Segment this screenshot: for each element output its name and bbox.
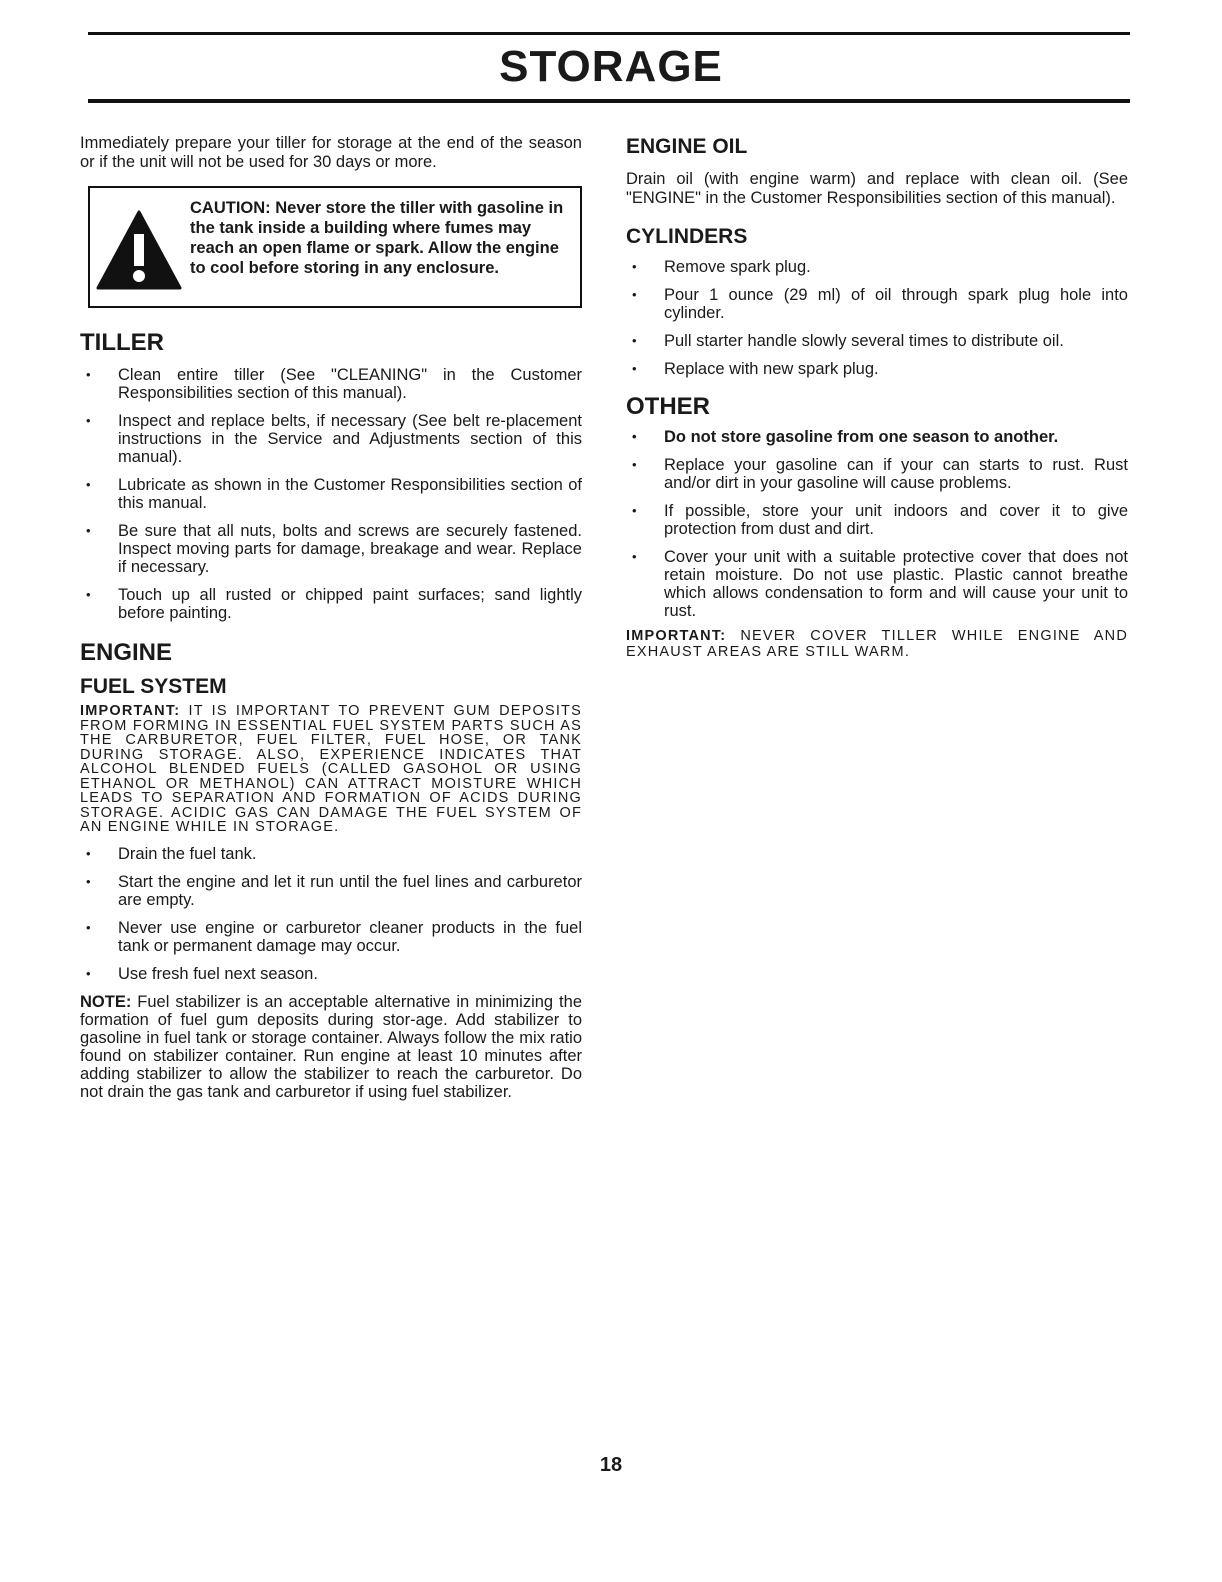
list-item: • Lubricate as shown in the Customer Responsibilities section of this manual.: [80, 476, 582, 512]
engine-oil-heading: ENGINE OIL: [626, 135, 748, 158]
header-rule-bottom: [88, 99, 1130, 103]
tiller-list: [80, 366, 582, 622]
list-item: • Pour 1 ounce (29 ml) of oil through spark plug hole into cylinder.: [626, 286, 1128, 322]
fuel-system-heading: FUEL SYSTEM: [80, 675, 227, 698]
fuel-system-list: [80, 845, 582, 983]
cylinders-list: [626, 258, 1128, 378]
caution-text: CAUTION: Never store the tiller with gasoline in the tank inside a building where fumes may reach an open flame or spark. Allow the engine to cool before storing in any enclosure.: [190, 199, 564, 277]
list-item: • If possible, store your unit indoors and cover it to give protection from dust and dirt.: [626, 502, 1128, 538]
important-text: IT IS IMPORTANT TO PREVENT GUM DEPOSITS FROM FORMING IN ESSENTIAL FUEL SYSTEM PARTS SUCH AS THE CARBURETOR, FUEL FILTER, FUEL HOSE, OR TANK DURING STORAGE. ALSO, EXPERIENCE INDICATES THAT ALCOHOL BLENDED FUELS (CALLED GASOHOL OR USING ETHANOL OR METHANOL) CAN ATTRACT MOISTURE WHICH LEADS TO SEPARATION AND FORMATION OF ACIDS DURING STORAGE. ACIDIC GAS CAN DAMAGE THE FUEL SYSTEM OF AN ENGINE WHILE IN STORAGE.: [80, 703, 582, 835]
list-item: • Be sure that all nuts, bolts and screws are securely fastened. Inspect moving parts for damage, breakage and wear. Replace if necessary.: [80, 522, 582, 576]
cover-important-note: [626, 628, 1128, 660]
list-item: • Replace your gasoline can if your can starts to rust. Rust and/or dirt in your gasoline will cause problems.: [626, 456, 1128, 492]
important-label: IMPORTANT:: [80, 703, 181, 719]
caution-box: [88, 186, 582, 308]
note-text: Fuel stabilizer is an acceptable alternative in minimizing the formation of fuel gum deposits during stor-age. Add stabilizer to gasoline in fuel tank or storage container. Always follow the mix ratio found on stabilizer container. Run engine at least 10 minutes after adding stabilizer to allow the stabilizer to reach the carburetor. Do not drain the gas tank and carburetor if using fuel stabilizer.: [80, 992, 582, 1101]
list-item: • Remove spark plug.: [626, 258, 1128, 276]
list-item: • Drain the fuel tank.: [80, 845, 582, 863]
other-heading: OTHER: [626, 393, 710, 420]
list-item: • Cover your unit with a suitable protective cover that does not retain moisture. Do not use plastic. Plastic cannot breathe which allows condensation to form and will cause your unit to rust.: [626, 548, 1128, 620]
page-title: STORAGE: [499, 42, 723, 91]
list-item: • Use fresh fuel next season.: [80, 965, 582, 983]
left-column: [80, 134, 582, 1101]
warning-triangle-icon: [96, 210, 182, 290]
list-item: • Clean entire tiller (See "CLEANING" in the Customer Responsibilities section of this manual).: [80, 366, 582, 402]
list-item: • Replace with new spark plug.: [626, 360, 1128, 378]
list-item: • Pull starter handle slowly several times to distribute oil.: [626, 332, 1128, 350]
header-rule-top: [88, 32, 1130, 35]
intro-paragraph: Immediately prepare your tiller for storage at the end of the season or if the unit will not be used for 30 days or more.: [80, 134, 582, 171]
list-item: • Do not store gasoline from one season to another.: [626, 428, 1128, 446]
important-text: NEVER COVER TILLER WHILE ENGINE AND EXHAUST AREAS ARE STILL WARM.: [626, 628, 1128, 660]
list-item: • Touch up all rusted or chipped paint surfaces; sand lightly before painting.: [80, 586, 582, 622]
engine-heading: ENGINE: [80, 639, 173, 666]
engine-oil-text: Drain oil (with engine warm) and replace with clean oil. (See "ENGINE" in the Customer Responsibilities section of this manual).: [626, 170, 1128, 207]
other-list: [626, 428, 1128, 620]
note-label: NOTE:: [80, 992, 132, 1011]
important-label: IMPORTANT:: [626, 628, 727, 644]
fuel-stabilizer-note: [80, 993, 582, 1101]
cylinders-heading: CYLINDERS: [626, 225, 748, 248]
list-item: • Inspect and replace belts, if necessary (See belt re-placement instructions in the Service and Adjustments section of this manual).: [80, 412, 582, 466]
list-item: • Start the engine and let it run until the fuel lines and carburetor are empty.: [80, 873, 582, 909]
page-number: 18: [599, 1454, 623, 1476]
list-item: • Never use engine or carburetor cleaner products in the fuel tank or permanent damage may occur.: [80, 919, 582, 955]
right-column: [626, 134, 1128, 660]
tiller-heading: TILLER: [80, 329, 164, 356]
fuel-important-note: [80, 704, 582, 835]
